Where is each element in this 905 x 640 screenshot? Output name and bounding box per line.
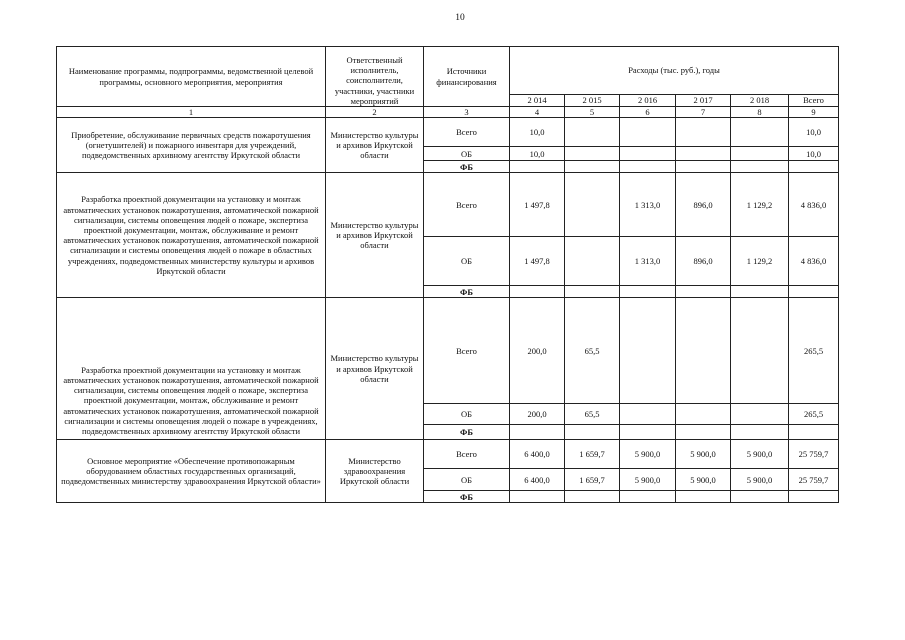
source-cell: Всего [424, 118, 510, 147]
value-cell [731, 404, 789, 425]
executor-cell: Министерство культуры и архивов Иркутской области [326, 298, 424, 440]
table-row [57, 298, 839, 404]
source-cell: ФБ [424, 161, 510, 173]
activity-name-cell: Разработка проектной документации на установку и монтаж автоматических установок пожаротушения, автоматической пожарной сигнализации, системы оповещения людей о пожаре, экспертиза проектной документации, монтаж, обслуживание и ремонт автоматических установок пожаротушения, автоматической пожарной сигнализации и системы оповещения людей о пожаре в учреждениях, подведомственных архивному агентству Иркутской области [57, 298, 326, 440]
source-cell: ФБ [424, 491, 510, 503]
value-cell [565, 286, 620, 298]
value-cell [565, 161, 620, 173]
value-cell: 896,0 [676, 237, 731, 286]
value-cell: 4 836,0 [789, 237, 839, 286]
value-cell: 5 900,0 [731, 440, 789, 469]
value-cell: 200,0 [510, 298, 565, 404]
value-cell: 5 900,0 [620, 469, 676, 491]
value-cell: 1 313,0 [620, 173, 676, 237]
value-cell: 1 659,7 [565, 440, 620, 469]
value-cell: 1 129,2 [731, 237, 789, 286]
value-cell: 10,0 [789, 118, 839, 147]
column-number: 4 [510, 107, 565, 118]
value-cell [510, 286, 565, 298]
year-header: 2 015 [565, 95, 620, 107]
table-row [57, 173, 839, 237]
value-cell: 10,0 [510, 147, 565, 161]
value-cell [565, 491, 620, 503]
value-cell [620, 425, 676, 440]
source-cell: ФБ [424, 286, 510, 298]
column-number: 8 [731, 107, 789, 118]
value-cell [510, 161, 565, 173]
source-cell: Всего [424, 173, 510, 237]
column-number: 2 [326, 107, 424, 118]
source-cell: ФБ [424, 425, 510, 440]
column-numbers-row [57, 107, 839, 118]
value-cell [620, 147, 676, 161]
value-cell: 25 759,7 [789, 469, 839, 491]
value-cell: 1 659,7 [565, 469, 620, 491]
value-cell [676, 404, 731, 425]
value-cell [676, 425, 731, 440]
page-number: 10 [455, 13, 465, 23]
value-cell: 1 497,8 [510, 173, 565, 237]
value-cell [731, 118, 789, 147]
value-cell: 1 313,0 [620, 237, 676, 286]
year-header: 2 014 [510, 95, 565, 107]
value-cell [676, 147, 731, 161]
value-cell [620, 118, 676, 147]
value-cell: 896,0 [676, 173, 731, 237]
value-cell [676, 491, 731, 503]
column-number: 6 [620, 107, 676, 118]
value-cell [565, 147, 620, 161]
value-cell [620, 161, 676, 173]
value-cell: 65,5 [565, 404, 620, 425]
value-cell: 5 900,0 [676, 440, 731, 469]
column-number: 7 [676, 107, 731, 118]
executor-cell: Министерство культуры и архивов Иркутской области [326, 173, 424, 298]
activity-name-cell: Приобретение, обслуживание первичных средств пожаротушения (огнетушителей) и пожарного инвентаря для учреждений, подведомственных архивному агентству Иркутской области [57, 118, 326, 173]
value-cell [676, 286, 731, 298]
column-number: 5 [565, 107, 620, 118]
total-header: Всего [789, 95, 839, 107]
value-cell [620, 298, 676, 404]
value-cell [565, 425, 620, 440]
value-cell [510, 425, 565, 440]
value-cell [510, 491, 565, 503]
value-cell [676, 161, 731, 173]
value-cell [789, 491, 839, 503]
value-cell: 5 900,0 [676, 469, 731, 491]
header-name-cell: Наименование программы, подпрограммы, ведомственной целевой программы, основного мероприятия, мероприятия [57, 47, 326, 107]
column-number: 3 [424, 107, 510, 118]
activity-name-cell: Разработка проектной документации на установку и монтаж автоматических установок пожаротушения, автоматической пожарной сигнализации, системы оповещения людей о пожаре, экспертиза проектной документации, монтаж, обслуживание и ремонт автоматических установок пожаротушения, автоматической пожарной сигнализации и системы оповещения людей о пожаре в областных учреждениях, подведомственных министерству культуры и архивов Иркутской области [57, 173, 326, 298]
table-row [57, 440, 839, 469]
value-cell [789, 286, 839, 298]
value-cell: 200,0 [510, 404, 565, 425]
value-cell: 25 759,7 [789, 440, 839, 469]
value-cell: 4 836,0 [789, 173, 839, 237]
expenses-table [56, 46, 839, 503]
column-number: 1 [57, 107, 326, 118]
value-cell [731, 286, 789, 298]
source-cell: ОБ [424, 469, 510, 491]
source-cell: ОБ [424, 404, 510, 425]
value-cell [676, 118, 731, 147]
year-header: 2 017 [676, 95, 731, 107]
value-cell [731, 491, 789, 503]
value-cell [565, 173, 620, 237]
value-cell [731, 425, 789, 440]
value-cell [620, 404, 676, 425]
header-expenses-cell: Расходы (тыс. руб.), годы [510, 47, 839, 95]
header-executor-cell: Ответственный исполнитель, соисполнители, участники, участники мероприятий [326, 47, 424, 107]
activity-name-cell: Основное мероприятие «Обеспечение противопожарным оборудованием областных государственных организаций, подведомственных министерству здравоохранения Иркутской области» [57, 440, 326, 503]
value-cell: 1 129,2 [731, 173, 789, 237]
value-cell [731, 298, 789, 404]
value-cell [789, 161, 839, 173]
header-source-cell: Источники финансирования [424, 47, 510, 107]
value-cell: 5 900,0 [731, 469, 789, 491]
value-cell: 265,5 [789, 404, 839, 425]
year-header: 2 016 [620, 95, 676, 107]
value-cell: 10,0 [789, 147, 839, 161]
value-cell: 5 900,0 [620, 440, 676, 469]
executor-cell: Министерство здравоохранения Иркутской области [326, 440, 424, 503]
value-cell: 6 400,0 [510, 440, 565, 469]
value-cell: 1 497,8 [510, 237, 565, 286]
source-cell: Всего [424, 298, 510, 404]
source-cell: ОБ [424, 237, 510, 286]
source-cell: Всего [424, 440, 510, 469]
value-cell [620, 491, 676, 503]
value-cell: 6 400,0 [510, 469, 565, 491]
table-row [57, 118, 839, 147]
value-cell: 265,5 [789, 298, 839, 404]
value-cell: 10,0 [510, 118, 565, 147]
source-cell: ОБ [424, 147, 510, 161]
value-cell [731, 147, 789, 161]
value-cell [731, 161, 789, 173]
value-cell: 65,5 [565, 298, 620, 404]
value-cell [565, 118, 620, 147]
value-cell [676, 298, 731, 404]
value-cell [620, 286, 676, 298]
column-number: 9 [789, 107, 839, 118]
year-header: 2 018 [731, 95, 789, 107]
value-cell [789, 425, 839, 440]
value-cell [565, 237, 620, 286]
executor-cell: Министерство культуры и архивов Иркутской области [326, 118, 424, 173]
